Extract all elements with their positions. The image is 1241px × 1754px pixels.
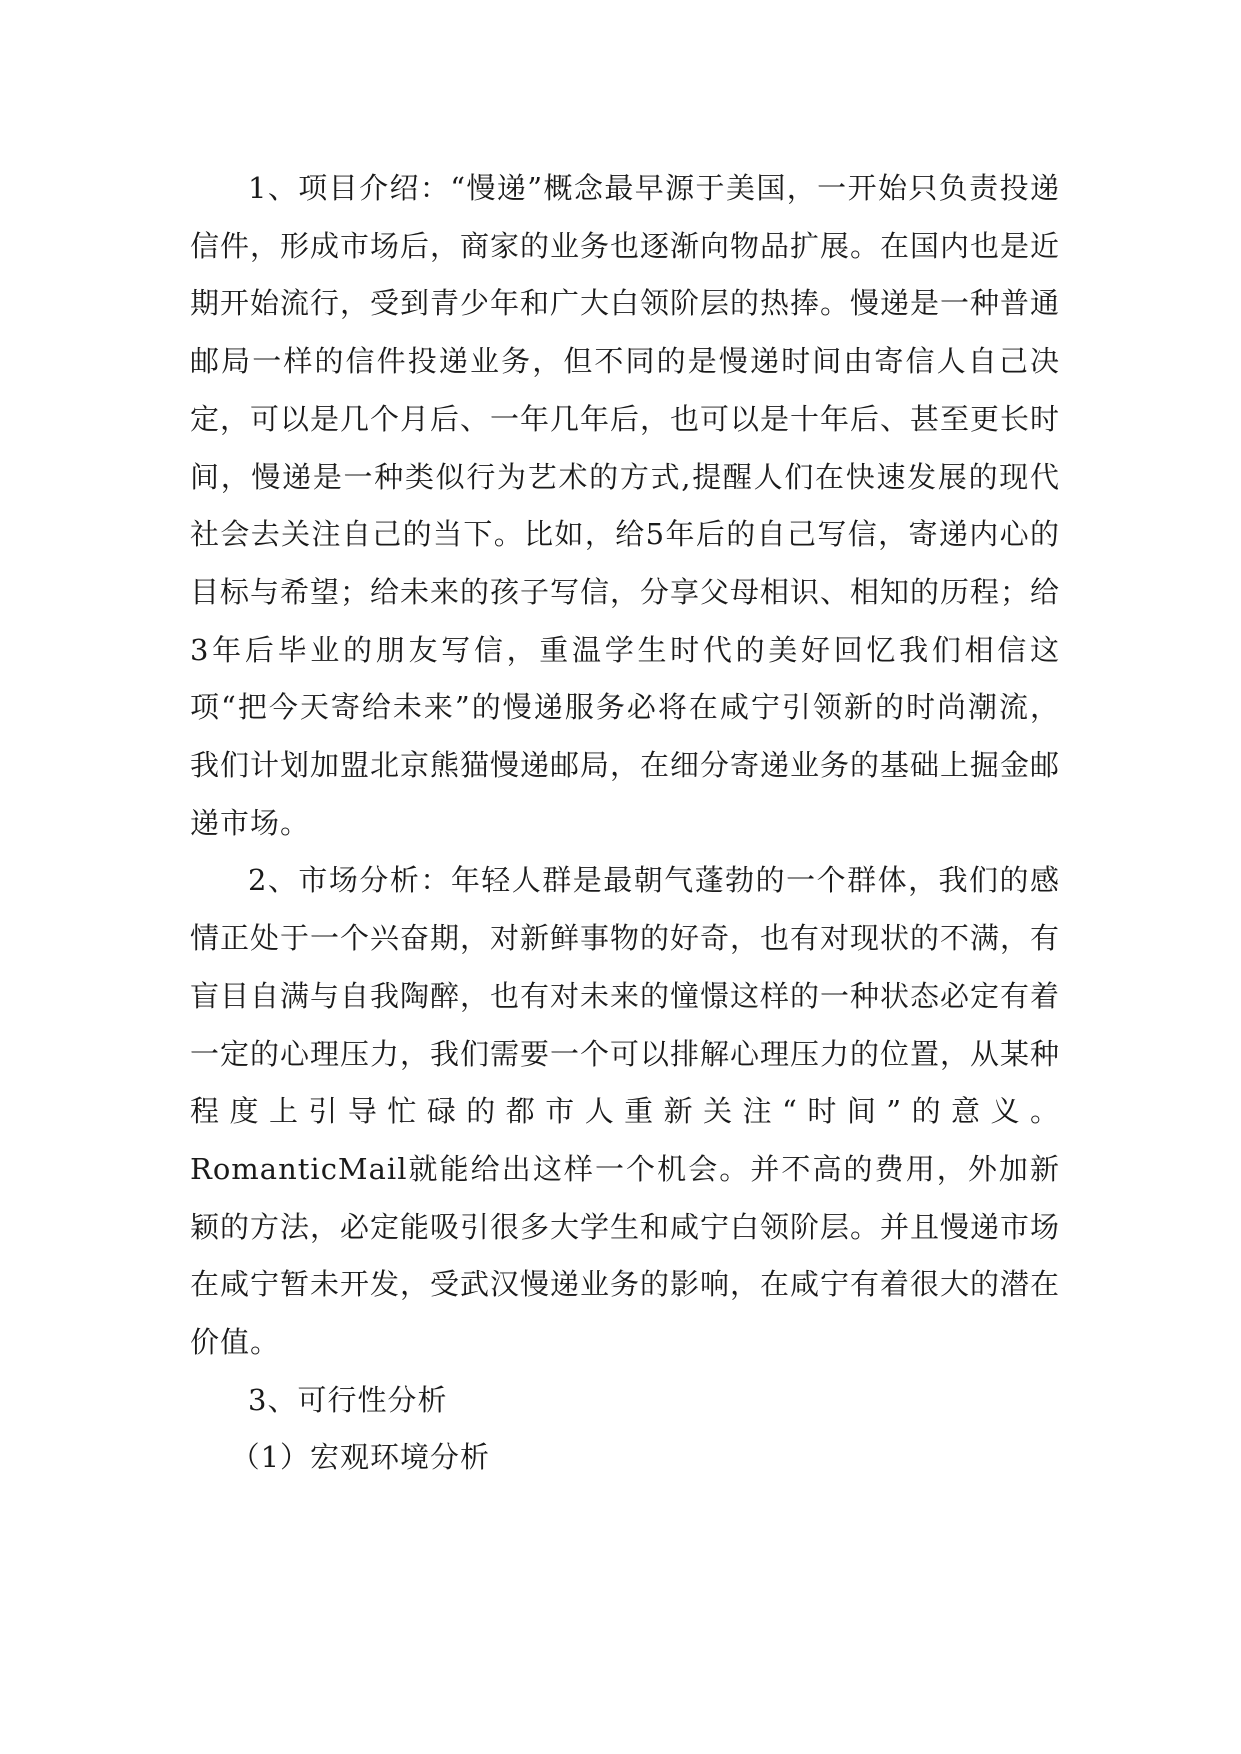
sub-heading-macro-environment: （1）宏观环境分析 <box>230 1440 491 1475</box>
paragraph-market-analysis: 2、市场分析：年轻人群是最朝气蓬勃的一个群体，我们的感情正处于一个兴奋期，对新鲜事物的好奇，也有对现状的不满，有盲目自满与自我陶醉，也有对未来的憧憬这样的一种状态必定有着一定的心理压力，我们需要一个可以排解心理压力的位置，从某种程度上引导忙碌的都市人重新关注“时间”的意义。RomanticMail就能给出这样一个机会。并不高的费用，外加新颖的方法，必定能吸引很多大学生和咸宁白领阶层。并且慢递市场在咸宁暂未开发，受武汉慢递业务的影响，在咸宁有着很大的潜在价值。 <box>190 863 1061 1360</box>
paragraph-project-intro: 1、项目介绍：“慢递”概念最早源于美国，一开始只负责投递信件，形成市场后，商家的业务也逐渐向物品扩展。在国内也是近期开始流行，受到青少年和广大白领阶层的热捧。慢递是一种普通邮局一样的信件投递业务，但不同的是慢递时间由寄信人自己决定，可以是几个月后、一年几年后，也可以是十年后、甚至更长时间，慢递是一种类似行为艺术的方式,提醒人们在快速发展的现代社会去关注自己的当下。比如，给5年后的自己写信，寄递内心的目标与希望；给未来的孩子写信，分享父母相识、相知的历程；给3年后毕业的朋友写信，重温学生时代的美好回忆我们相信这项“把今天寄给未来”的慢递服务必将在咸宁引领新的时尚潮流，我们计划加盟北京熊猫慢递邮局，在细分寄递业务的基础上掘金邮递市场。 <box>190 171 1061 840</box>
document-body <box>190 160 1060 1487</box>
section-heading-feasibility: 3、可行性分析 <box>248 1382 448 1417</box>
